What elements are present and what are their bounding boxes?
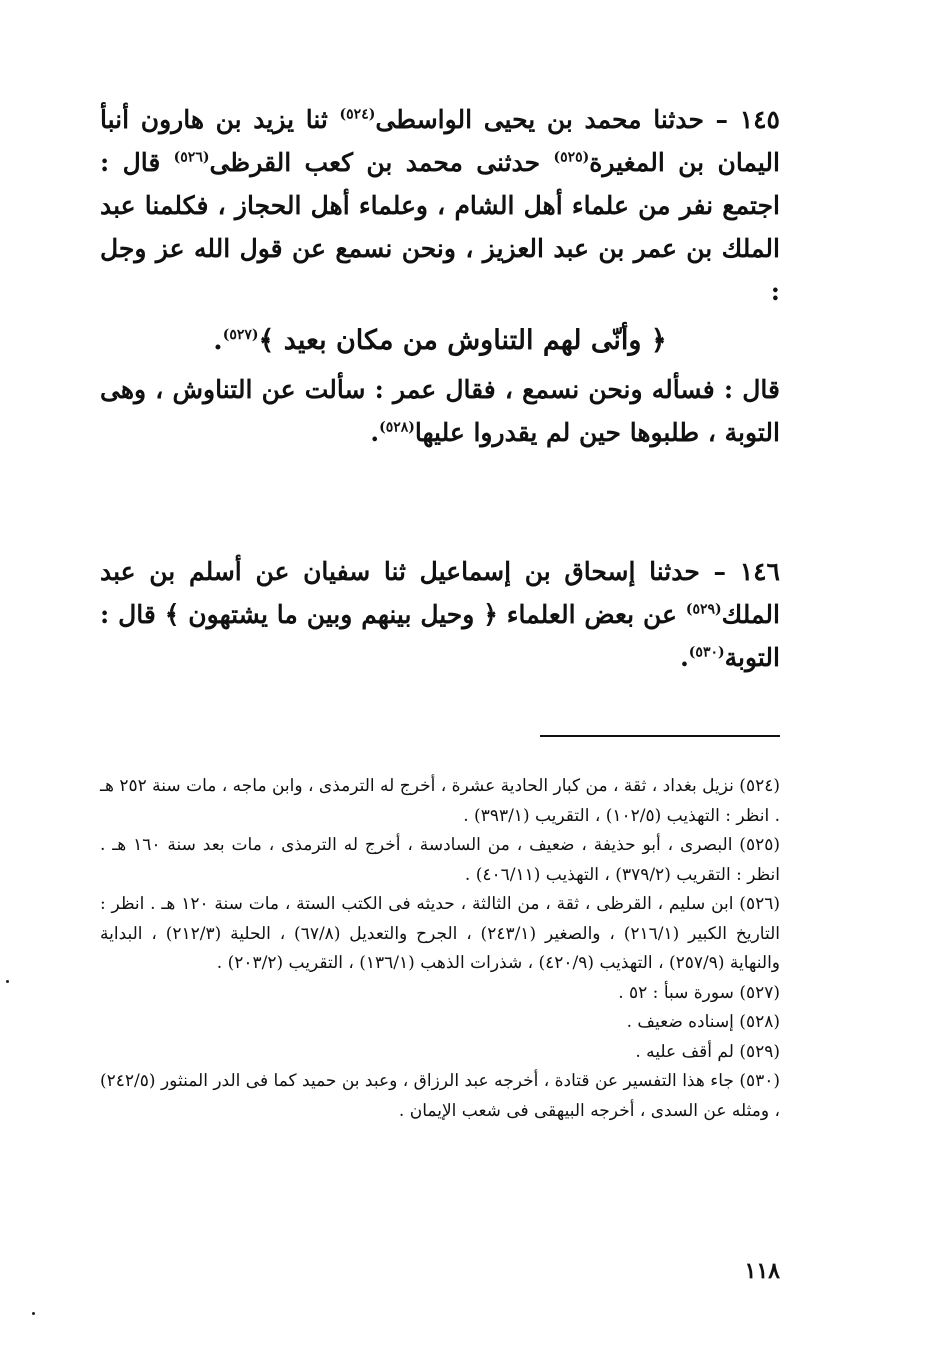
footnote-526: (٥٢٦) ابن سليم ، القرظى ، ثقة ، من الثالثة ، حديثه فى الكتب الستة ، مات سنة ١٢٠ هـ . انظر : التاريخ الكبير (٢١٦/١) ، والصغير (٢٤٣/١) ، الجرح والتعديل (٦٧/٨) ، الحلية (٢١٢/٣) ، البداية والنهاية (٢٥٧/٩) ، التهذيب (٤٢٠/٩) ، شذرات الذهب (١٣٦/١) ، التقريب (٢٠٣/٢) . (100, 894, 781, 973)
footnote-524: (٥٢٤) نزيل بغداد ، ثقة ، من كبار الحادية عشرة ، أخرج له الترمذى ، وابن ماجه ، مات سنة ٢٥٢ هـ . انظر : التهذيب (١٠٢/٥) ، التقريب (٣٩٣/١) . (100, 776, 780, 826)
footnote-ref-526[interactable]: (٥٢٦) (173, 149, 210, 166)
footnote-divider (540, 735, 780, 737)
hadith-145-body: ١٤٥ – حدثنا محمد بن يحيى الواسطى$^{(٥٢٤)}$ ثنا يزيد بن هارون أنبأ اليمان بن المغيرة$^{(٥٢٥)}$ حدثنى محمد بن كعب القرظى$^{(٥٢٦)}$ قال : اجتمع نفر من علماء أهل الشام ، وعلماء أهل الحجاز ، فكلمنا عبد الملك بن عمر بن عبد العزيز ، ونحن نسمع عن قول الله عز وجل : (100, 105, 780, 306)
hadith-146-body: ١٤٦ – حدثنا إسحاق بن إسماعيل ثنا سفيان عن أسلم بن عبد الملك$^{(٥٢٩)}$ عن بعض العلماء ﴿ وحيل بينهم وبين ما يشتهون ﴾ قال : التوبة$^{(٥٣٠)}$. (100, 557, 780, 672)
footnote-ref-527[interactable]: (٥٢٧) (222, 327, 259, 343)
footnote-ref-525[interactable]: (٥٢٥) (553, 149, 590, 166)
scan-speck (6, 980, 9, 983)
footnote-528: (٥٢٨) إسناده ضعيف . (626, 1012, 780, 1032)
footnotes (100, 772, 780, 1126)
footnote-529: (٥٢٩) لم أقف عليه . (635, 1041, 780, 1062)
scan-speck (32, 1312, 35, 1315)
page-number: ١١٨ (744, 1258, 780, 1284)
hadith-145-explanation: قال : فسأله ونحن نسمع ، فقال عمر : سألت عن التناوش ، وهى التوبة ، طلبوها حين لم يقدروا عليها$^{(٥٢٨)}$. (100, 375, 780, 447)
footnote-ref-528[interactable]: (٥٢٨) (379, 419, 415, 436)
footnote-ref-530[interactable]: (٥٣٠) (688, 644, 725, 661)
hadith-146 (100, 550, 780, 679)
footnote-525: (٥٢٥) البصرى ، أبو حذيفة ، ضعيف ، من السادسة ، أخرج له الترمذى ، مات بعد سنة ١٦٠ هـ . انظر : التقريب (٣٧٩/٢) ، التهذيب (٤٠٦/١١) . (100, 835, 780, 885)
quran-verse: ﴿ وأنّى لهم التناوش من مكان بعيد ﴾$^{(٥٢٧)}$. (213, 325, 667, 356)
footnote-527: (٥٢٧) سورة سبأ : ٥٢ . (618, 982, 780, 1003)
footnote-ref-524[interactable]: (٥٢٤) (339, 106, 376, 123)
footnote-530: (٥٣٠) جاء هذا التفسير عن قتادة ، أخرجه عبد الرزاق ، وعبد بن حميد كما فى الدر المنثور (٢٤٢/٥) ، ومثله عن السدى ، أخرجه البيهقى فى شعب الإيمان . (100, 1071, 780, 1121)
hadith-145 (100, 98, 780, 454)
footnote-ref-529[interactable]: (٥٢٩) (685, 601, 722, 618)
